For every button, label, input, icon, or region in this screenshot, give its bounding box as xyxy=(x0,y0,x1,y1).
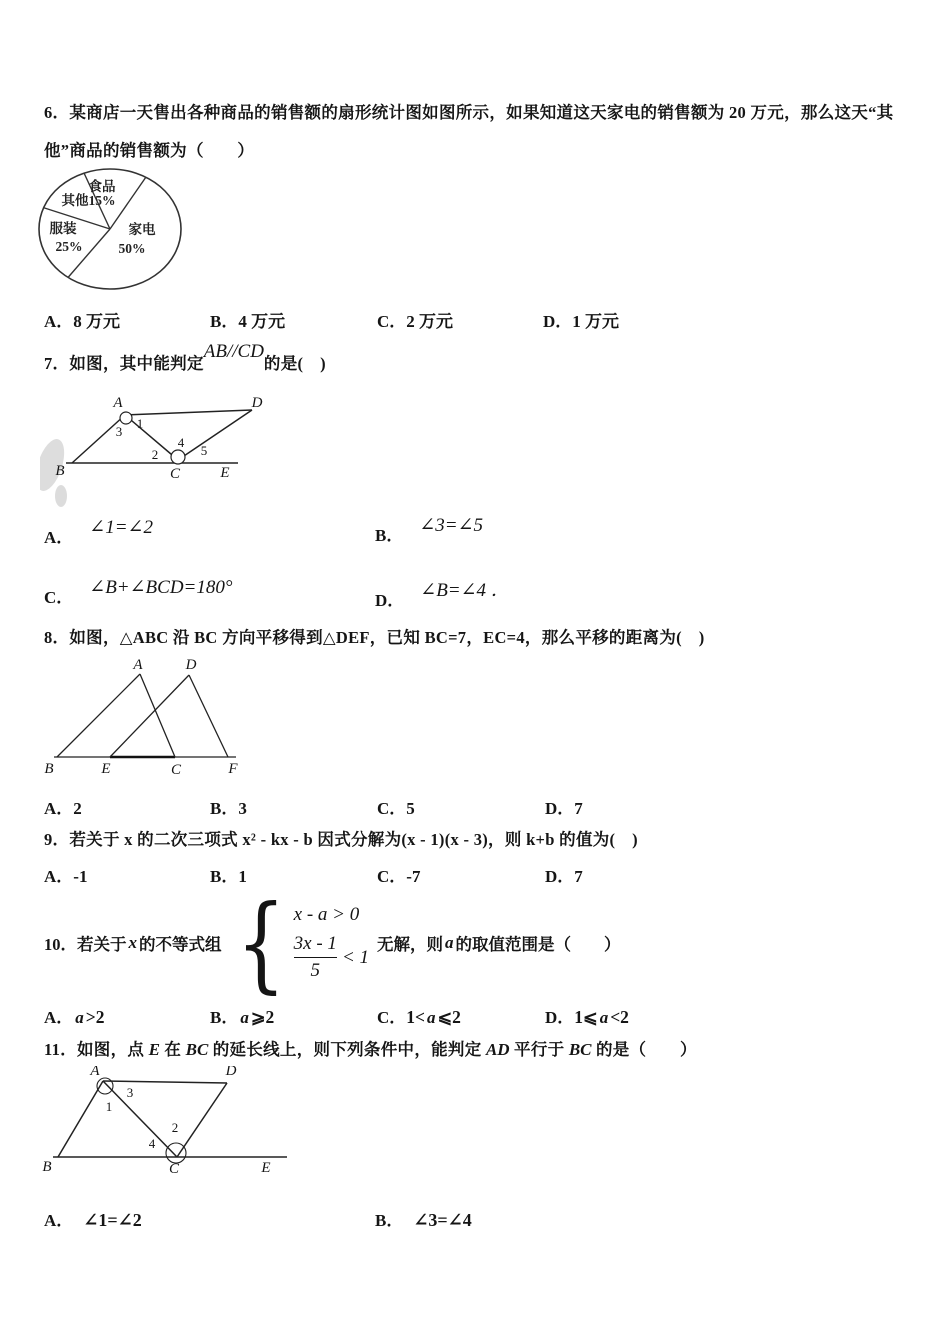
pie-label-appliance: 家电 xyxy=(128,222,156,237)
fig7-point-E: E xyxy=(220,465,230,481)
fig11-point-A: A xyxy=(90,1066,100,1079)
q10-option-d xyxy=(545,1003,629,1028)
q10-option-a-rest: >2 xyxy=(85,1007,105,1027)
q9-option-c-text: -7 xyxy=(406,867,421,886)
q8-option-b-label: B． xyxy=(210,799,239,818)
q9-option-a-label: A． xyxy=(44,867,74,886)
q8-figure xyxy=(40,658,296,784)
q10-option-c xyxy=(377,1003,461,1028)
line-CD xyxy=(178,410,252,460)
fig11-angle-1: 1 xyxy=(105,1099,113,1114)
q8-option-a xyxy=(44,794,82,819)
fig7-angle-3: 3 xyxy=(115,424,123,439)
q11-t3: 的延长线上，则下列条件中，能判定 xyxy=(208,1040,486,1059)
q8-text: 8．如图，△ABC 沿 BC 方向平移得到△DEF，已知 BC=7，EC=4，那么平移的距离为( ) xyxy=(44,628,705,647)
line-AD xyxy=(103,1081,227,1083)
q10-option-b-rest: ⩾2 xyxy=(250,1007,275,1027)
fig7-point-B: B xyxy=(55,463,65,479)
q7-option-a xyxy=(44,513,153,547)
q10-option-c-var: a xyxy=(427,1008,436,1027)
pie-pct-clothes: 25% xyxy=(55,239,83,254)
system-brace: { xyxy=(235,881,286,1004)
q7-option-c-label: C． xyxy=(44,588,74,607)
fig7-point-D: D xyxy=(251,395,263,411)
q7-option-d xyxy=(375,575,510,610)
fig7-angle-4: 4 xyxy=(177,435,185,450)
q10-prefix: 10．若关于 xyxy=(44,935,127,954)
fig11-point-E: E xyxy=(261,1160,271,1176)
line-BA xyxy=(58,1081,103,1157)
q11-t5: 的是（ ） xyxy=(591,1040,697,1059)
q10-option-d-pre: 1⩽ xyxy=(574,1007,598,1027)
q9-option-b-label: B． xyxy=(210,867,239,886)
q7-option-b-label: B． xyxy=(375,526,404,545)
q10-text xyxy=(44,881,621,1004)
fig8-point-A: A xyxy=(133,658,143,673)
q7-option-a-label: A． xyxy=(44,528,74,547)
q11-m4: BC xyxy=(568,1040,592,1059)
q7-option-d-label: D． xyxy=(375,591,405,610)
q6-option-d-label: D． xyxy=(543,312,573,331)
q11-option-a-math: ∠1=∠2 xyxy=(83,1210,142,1230)
inequality-2 xyxy=(294,933,369,982)
q10-option-c-pre: 1< xyxy=(406,1007,426,1027)
q11-text xyxy=(44,1038,924,1062)
line-AD xyxy=(125,410,252,415)
q10-option-d-rest: <2 xyxy=(610,1007,629,1027)
q8-option-d-text: 7 xyxy=(574,799,583,818)
q9-option-a xyxy=(44,862,87,887)
fig11-angle-4: 4 xyxy=(148,1136,156,1151)
q7-text-prefix: 7．如图，其中能判定 xyxy=(44,354,204,373)
q6-text-line1: 6．某商店一天售出各种商品的销售额的扇形统计图如图所示，如果知道这天家电的销售额为 20 万元，那么这天“其 xyxy=(44,103,894,122)
q9-option-c xyxy=(377,862,420,887)
fig11-point-D: D xyxy=(225,1066,237,1079)
q10-var-a: a xyxy=(445,933,454,952)
angle-mark-C xyxy=(171,450,185,464)
pie-label-food: 食品 xyxy=(88,179,116,194)
q9-option-d xyxy=(545,862,583,887)
q11-m3: AD xyxy=(485,1040,510,1059)
q10-option-c-label: C． xyxy=(377,1008,407,1027)
q7-text xyxy=(44,341,326,376)
q11-option-b-math: ∠3=∠4 xyxy=(413,1210,472,1230)
q6-option-d-text: 1 万元 xyxy=(572,312,620,331)
pie-pct-food: 15% xyxy=(88,193,116,208)
fig7-point-C: C xyxy=(169,466,181,482)
q11-m2: BC xyxy=(185,1040,209,1059)
q7-option-c-math: ∠B+∠BCD=180° xyxy=(89,577,233,598)
q11-t2: 在 xyxy=(159,1040,186,1059)
fraction xyxy=(294,933,337,982)
fig11-angle-2: 2 xyxy=(171,1120,179,1135)
fig8-point-D: D xyxy=(185,658,197,673)
fraction-numerator: 3x - 1 xyxy=(293,933,337,954)
q9-option-c-label: C． xyxy=(377,867,407,886)
q10-option-b-label: B． xyxy=(210,1008,239,1027)
q7-option-c xyxy=(44,573,233,607)
q6-option-a xyxy=(44,307,120,332)
q8-option-d xyxy=(545,794,583,819)
q6-text-line2: 他”商品的销售额为（ ） xyxy=(44,141,255,160)
pie-label-clothes: 服装 xyxy=(49,221,77,236)
q9-option-b-text: 1 xyxy=(238,867,247,886)
q8-option-c-text: 5 xyxy=(406,799,415,818)
q11-option-a xyxy=(44,1206,142,1231)
q6-option-c xyxy=(377,307,453,332)
line-DE xyxy=(110,675,189,757)
q10-option-a xyxy=(44,1003,105,1028)
q10-option-d-label: D． xyxy=(545,1008,575,1027)
q11-t1: 11．如图，点 xyxy=(44,1040,149,1059)
pie-label-other: 其他 xyxy=(61,193,89,208)
q11-m1: E xyxy=(148,1040,160,1059)
q8-option-a-text: 2 xyxy=(73,799,82,818)
q11-option-b xyxy=(375,1206,472,1231)
fraction-denominator: 5 xyxy=(310,960,321,981)
fig11-point-C: C xyxy=(168,1161,180,1177)
q8-option-a-label: A． xyxy=(44,799,74,818)
q10-mid: 的不等式组 xyxy=(139,935,222,954)
q8-option-c-label: C． xyxy=(377,799,407,818)
q10-var-x: x xyxy=(128,933,137,952)
q7-figure xyxy=(40,393,296,511)
q6-option-b-text: 4 万元 xyxy=(238,312,286,331)
scan-smudge-tail xyxy=(55,485,67,507)
fig8-point-B: B xyxy=(44,761,54,777)
q11-option-a-label: A． xyxy=(44,1211,74,1230)
q8-option-b-text: 3 xyxy=(238,799,247,818)
fig8-point-F: F xyxy=(228,761,238,777)
q11-figure xyxy=(35,1066,321,1185)
q9-text: 9．若关于 x 的二次三项式 x² - kx - b 因式分解为(x - 1)(x - 3)，则 k+b 的值为( ) xyxy=(44,830,638,849)
q8-option-d-label: D． xyxy=(545,799,575,818)
pie-pct-appliance: 50% xyxy=(118,241,146,256)
fig7-angle-1: 1 xyxy=(136,416,144,431)
q6-option-c-label: C． xyxy=(377,312,407,331)
q10-option-a-var: a xyxy=(75,1008,84,1027)
fraction-bar xyxy=(294,957,337,958)
q10-option-b xyxy=(210,1003,274,1028)
inequality-2-comparison: < 1 xyxy=(341,946,370,968)
q6-option-a-label: A． xyxy=(44,312,74,331)
q6-option-c-text: 2 万元 xyxy=(406,312,454,331)
line-BA xyxy=(72,415,125,463)
q6-pie-chart xyxy=(32,165,194,299)
q7-text-suffix: 的是( ) xyxy=(263,354,326,373)
q11-option-b-label: B． xyxy=(375,1211,404,1230)
q6-option-b xyxy=(210,307,285,332)
q6-option-d xyxy=(543,307,619,332)
line-AB xyxy=(57,674,140,757)
q10-suffix1: 无解，则 xyxy=(377,935,444,954)
q10-option-a-label: A． xyxy=(44,1008,74,1027)
q8-option-c xyxy=(377,794,415,819)
inequality-1: x - a > 0 xyxy=(293,904,360,925)
q7-option-b xyxy=(375,511,484,545)
q9-option-a-text: -1 xyxy=(73,867,88,886)
inequality-system xyxy=(294,904,369,982)
q7-option-b-math: ∠3=∠5 xyxy=(419,515,484,536)
fig8-point-E: E xyxy=(101,761,111,777)
line-AC xyxy=(103,1081,177,1157)
q10-option-b-var: a xyxy=(240,1008,249,1027)
q7-option-a-math: ∠1=∠2 xyxy=(89,517,153,538)
fig8-point-C: C xyxy=(170,762,182,778)
q9-option-d-label: D． xyxy=(545,867,575,886)
q10-option-d-var: a xyxy=(599,1008,609,1027)
q6-option-a-text: 8 万元 xyxy=(73,312,121,331)
angle-mark-C xyxy=(166,1143,186,1163)
q7-math-ab-cd: AB//CD xyxy=(203,341,264,362)
q10-suffix2: 的取值范围是（ ） xyxy=(455,935,621,954)
fig7-angle-5: 5 xyxy=(200,443,208,458)
fig7-point-A: A xyxy=(113,395,123,411)
q7-option-d-math: ∠B=∠4 ． xyxy=(420,580,510,601)
q8-option-b xyxy=(210,794,247,819)
line-CD xyxy=(177,1083,227,1157)
line-DF xyxy=(189,675,228,757)
q11-t4: 平行于 xyxy=(509,1040,569,1059)
fig7-angle-2: 2 xyxy=(151,447,159,462)
q10-option-c-rest: ⩽2 xyxy=(437,1007,461,1027)
fig11-angle-3: 3 xyxy=(126,1085,134,1100)
angle-mark-A xyxy=(120,412,132,424)
fig11-point-B: B xyxy=(42,1159,52,1175)
line-AC xyxy=(140,674,175,757)
q6-option-b-label: B． xyxy=(210,312,239,331)
q9-option-d-text: 7 xyxy=(574,867,583,886)
